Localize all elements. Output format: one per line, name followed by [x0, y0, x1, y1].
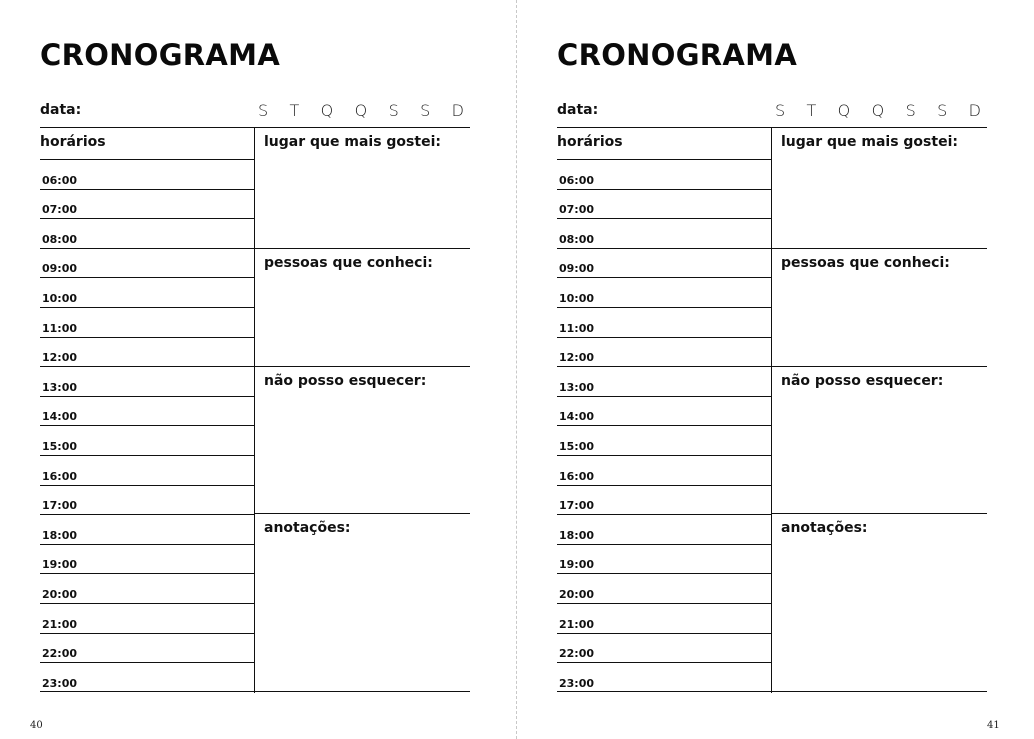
time-slot-row[interactable]	[557, 307, 771, 337]
page-number: 40	[30, 720, 43, 731]
time-slot-row[interactable]	[40, 514, 254, 544]
time-label: 21:00	[559, 617, 595, 631]
page-fold-divider	[516, 0, 517, 739]
page-number: 41	[987, 720, 1000, 731]
time-slot-row[interactable]	[557, 337, 771, 367]
section-label: pessoas que conheci:	[264, 255, 433, 271]
time-slot-row[interactable]	[40, 189, 254, 219]
time-slot-row[interactable]	[40, 662, 254, 692]
page-title: CRONOGRAMA	[557, 38, 798, 72]
time-label: 20:00	[42, 587, 78, 601]
section-notes[interactable]	[772, 513, 987, 691]
time-label: 13:00	[42, 380, 78, 394]
date-label: data:	[557, 102, 599, 118]
section-favorite-place[interactable]	[255, 128, 470, 248]
grid-bottom-rule	[40, 691, 470, 692]
weekday-letter[interactable]: D	[451, 101, 464, 120]
weekday-selector	[255, 101, 470, 120]
section-label: não posso esquecer:	[781, 373, 944, 389]
time-label: 22:00	[559, 647, 595, 661]
time-slot-row[interactable]	[557, 633, 771, 663]
time-label: 14:00	[559, 410, 595, 424]
weekday-letter[interactable]: S	[775, 101, 786, 120]
time-slot-row[interactable]	[40, 307, 254, 337]
time-label: 16:00	[559, 469, 595, 483]
time-slot-row[interactable]	[40, 159, 254, 189]
weekday-letter[interactable]: Q	[320, 101, 334, 120]
section-people-met[interactable]	[255, 248, 470, 366]
time-label: 15:00	[42, 439, 78, 453]
time-slot-row[interactable]	[557, 485, 771, 515]
time-slot-row[interactable]	[557, 396, 771, 426]
time-label: 15:00	[559, 439, 595, 453]
time-slot-row[interactable]	[40, 544, 254, 574]
hours-header: horários	[40, 134, 106, 150]
grid-bottom-rule	[557, 691, 987, 692]
time-slot-row[interactable]	[40, 396, 254, 426]
time-label: 12:00	[42, 351, 78, 365]
time-slot-row[interactable]	[40, 485, 254, 515]
time-slot-row[interactable]	[40, 633, 254, 663]
time-label: 08:00	[42, 232, 78, 246]
planner-page-left	[30, 0, 470, 739]
page-title: CRONOGRAMA	[40, 38, 281, 72]
weekday-letter[interactable]: Q	[837, 101, 851, 120]
time-label: 10:00	[42, 291, 78, 305]
time-slot-row[interactable]	[557, 159, 771, 189]
time-slot-row[interactable]	[557, 366, 771, 396]
time-label: 21:00	[42, 617, 78, 631]
hours-header: horários	[557, 134, 623, 150]
time-slot-row[interactable]	[557, 277, 771, 307]
time-label: 19:00	[559, 558, 595, 572]
time-label: 11:00	[42, 321, 78, 335]
time-label: 19:00	[42, 558, 78, 572]
time-slot-row[interactable]	[557, 662, 771, 692]
time-slot-row[interactable]	[40, 218, 254, 248]
time-slot-row[interactable]	[557, 455, 771, 485]
time-slot-row[interactable]	[40, 337, 254, 367]
time-slot-row[interactable]	[40, 573, 254, 603]
time-slot-row[interactable]	[557, 248, 771, 278]
time-slot-row[interactable]	[557, 218, 771, 248]
time-slot-row[interactable]	[557, 544, 771, 574]
section-label: anotações:	[264, 520, 351, 536]
weekday-letter[interactable]: T	[806, 101, 817, 120]
section-label: lugar que mais gostei:	[781, 134, 958, 150]
time-label: 12:00	[559, 351, 595, 365]
weekday-letter[interactable]: Q	[871, 101, 885, 120]
weekday-letter[interactable]: Q	[354, 101, 368, 120]
time-label: 17:00	[559, 499, 595, 513]
section-people-met[interactable]	[772, 248, 987, 366]
time-label: 07:00	[42, 203, 78, 217]
time-label: 11:00	[559, 321, 595, 335]
planner-page-right	[557, 0, 1000, 739]
schedule-grid	[40, 127, 470, 693]
time-label: 13:00	[559, 380, 595, 394]
time-slot-row[interactable]	[557, 514, 771, 544]
time-label: 18:00	[559, 528, 595, 542]
time-label: 10:00	[559, 291, 595, 305]
time-slot-row[interactable]	[40, 248, 254, 278]
time-slot-row[interactable]	[557, 425, 771, 455]
time-label: 17:00	[42, 499, 78, 513]
time-label: 06:00	[559, 173, 595, 187]
time-slot-row[interactable]	[557, 189, 771, 219]
section-label: anotações:	[781, 520, 868, 536]
time-slot-row[interactable]	[40, 277, 254, 307]
time-label: 23:00	[42, 676, 78, 690]
hours-column	[557, 128, 772, 693]
time-label: 06:00	[42, 173, 78, 187]
weekday-letter[interactable]: T	[289, 101, 300, 120]
time-slot-row[interactable]	[557, 603, 771, 633]
time-slot-row[interactable]	[40, 425, 254, 455]
section-notes[interactable]	[255, 513, 470, 691]
weekday-letter[interactable]: D	[968, 101, 981, 120]
hours-column	[40, 128, 255, 693]
time-label: 14:00	[42, 410, 78, 424]
time-label: 08:00	[559, 232, 595, 246]
weekday-letter[interactable]: S	[388, 101, 399, 120]
weekday-letter[interactable]: S	[905, 101, 916, 120]
time-slot-row[interactable]	[40, 455, 254, 485]
time-slot-row[interactable]	[557, 573, 771, 603]
time-label: 22:00	[42, 647, 78, 661]
section-cant-forget[interactable]	[255, 366, 470, 513]
time-slot-row[interactable]	[40, 366, 254, 396]
weekday-letter[interactable]: S	[937, 101, 948, 120]
time-label: 09:00	[559, 262, 595, 276]
time-label: 07:00	[559, 203, 595, 217]
section-label: não posso esquecer:	[264, 373, 427, 389]
time-label: 20:00	[559, 587, 595, 601]
time-label: 09:00	[42, 262, 78, 276]
section-favorite-place[interactable]	[772, 128, 987, 248]
weekday-selector	[772, 101, 987, 120]
time-label: 23:00	[559, 676, 595, 690]
time-label: 16:00	[42, 469, 78, 483]
weekday-letter[interactable]: S	[258, 101, 269, 120]
section-cant-forget[interactable]	[772, 366, 987, 513]
section-label: pessoas que conheci:	[781, 255, 950, 271]
weekday-letter[interactable]: S	[420, 101, 431, 120]
section-label: lugar que mais gostei:	[264, 134, 441, 150]
time-label: 18:00	[42, 528, 78, 542]
date-label: data:	[40, 102, 82, 118]
time-slot-row[interactable]	[40, 603, 254, 633]
schedule-grid	[557, 127, 987, 693]
